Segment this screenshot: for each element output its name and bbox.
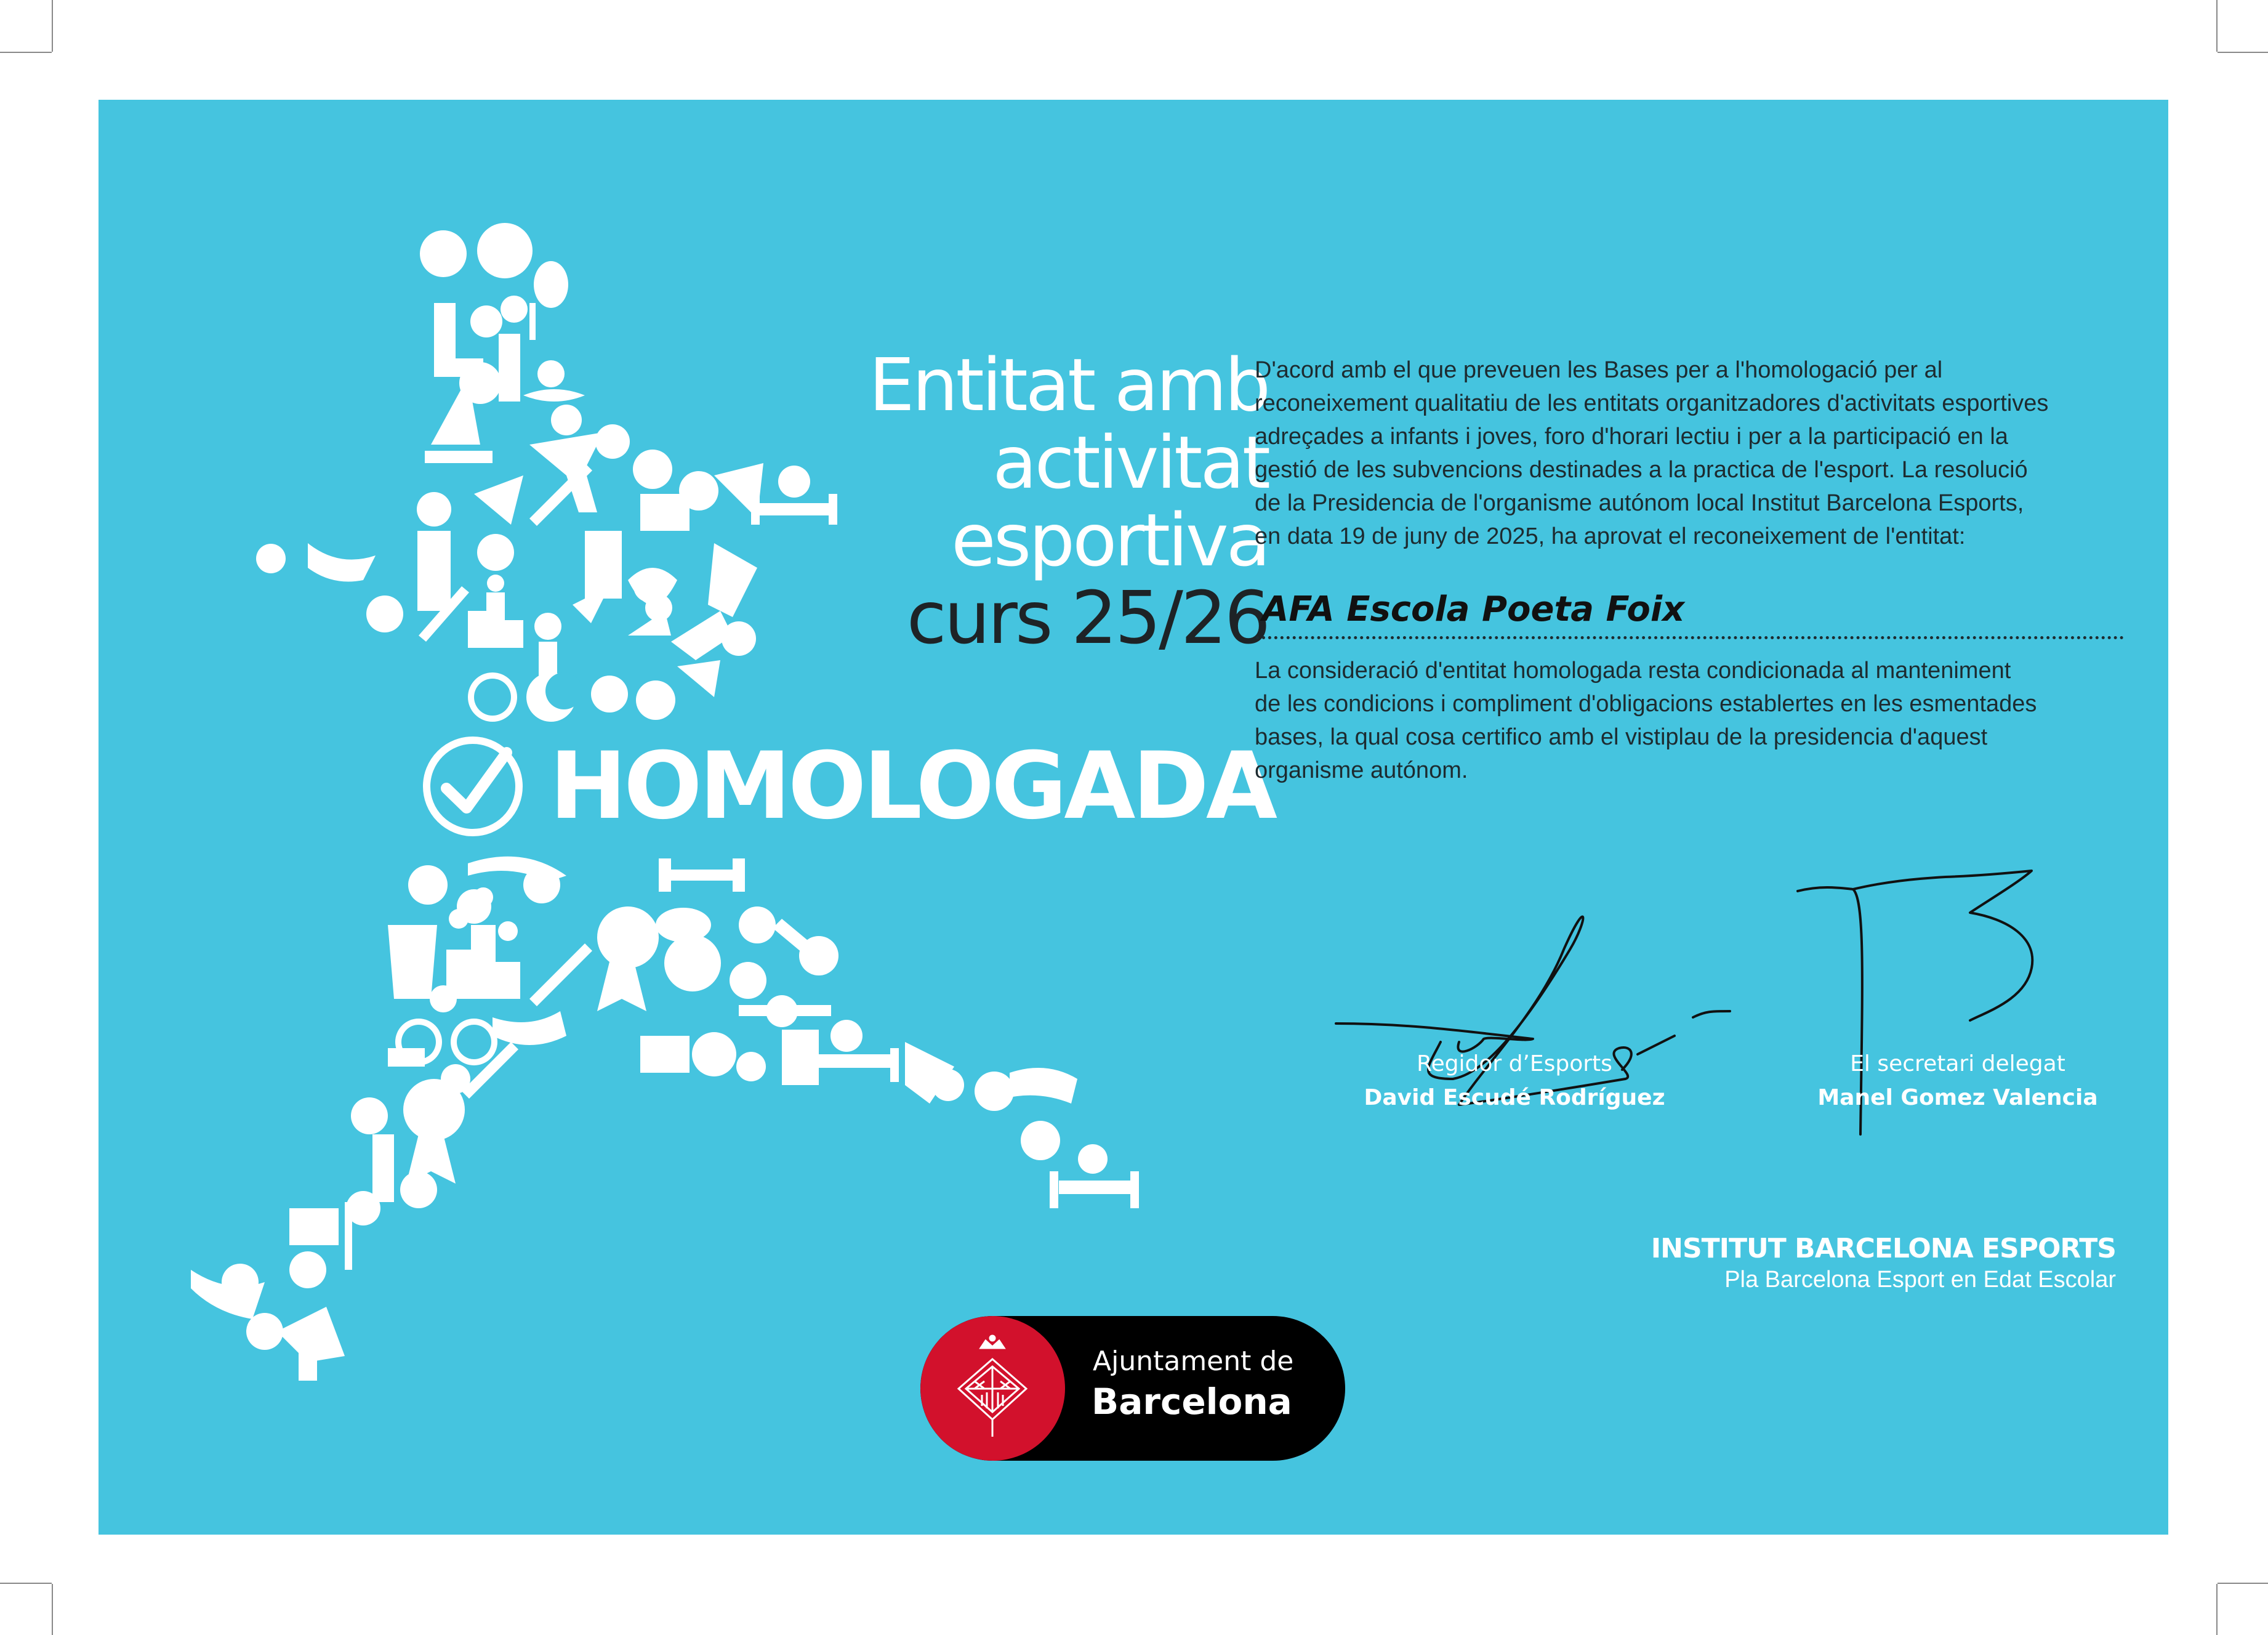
- intro-line: gestió de les subvencions destinades a la practica de l'esport. La resolució: [1255, 457, 2028, 483]
- crop-mark-top-right-h: [2218, 52, 2268, 53]
- city-seal-icon: [920, 1316, 1065, 1461]
- shuttlecock-icon-2: [730, 962, 766, 999]
- intro-line: en data 19 de juny de 2025, ha aprovat el reconeixement de l'entitat:: [1255, 523, 1966, 549]
- logo-line-1: Ajuntament de: [1093, 1346, 1294, 1377]
- signatory-name-2: Manel Gomez Valencia: [1817, 1085, 2098, 1110]
- intro-line: reconeixement qualitatiu de les entitats organitzadores d'activitats esportives: [1255, 390, 2049, 416]
- fencer-icon: [640, 1036, 690, 1073]
- crop-mark-bottom-right-h: [2218, 1583, 2268, 1584]
- crop-mark-bottom-right-v: [2216, 1584, 2218, 1635]
- tennis-racket-icon-2: [289, 1251, 326, 1288]
- medal-icon-6: [736, 1052, 766, 1081]
- weightlifter-icon-3: [1078, 1144, 1108, 1174]
- whistle-icon: [256, 544, 286, 573]
- signature-regidor: [1330, 826, 1736, 1122]
- logo-line-2: Barcelona: [1092, 1381, 1292, 1423]
- crop-mark-bottom-left-v: [52, 1584, 53, 1635]
- intro-line: D'acord amb el que preveuen les Bases per a l'homologació per al: [1255, 357, 1943, 383]
- soccer-ball-icon-4: [351, 1097, 388, 1134]
- title-line-3: esportiva: [951, 498, 1268, 583]
- signatory-name-1: David Escudé Rodríguez: [1364, 1085, 1665, 1110]
- baseball-icon-2: [636, 680, 675, 720]
- crop-mark-bottom-left-h: [0, 1583, 52, 1584]
- intro-paragraph: [1255, 353, 2110, 553]
- crop-mark-top-left-v: [52, 0, 53, 52]
- intro-line: adreçades a infants i joves, foro d'horari lectiu i per a la participació en la: [1255, 424, 2008, 450]
- ribbon-medal-icon: [597, 906, 659, 968]
- trophy-icon-3: [677, 660, 720, 697]
- condition-line: organisme autónom.: [1255, 757, 1468, 783]
- medal-icon-5: [739, 906, 776, 943]
- trophy-icon-5: [372, 1134, 394, 1202]
- signatory-role-1: Regidor d’Esports: [1417, 1051, 1612, 1076]
- crop-mark-top-right-v: [2216, 0, 2218, 52]
- checkmark-circle-icon: [420, 734, 525, 839]
- cyclist-icon: [430, 985, 457, 1012]
- tennis-racket-icon: [534, 261, 568, 308]
- medal-icon-7: [932, 1069, 964, 1101]
- certificate-title: [345, 342, 1268, 660]
- soccer-ball-icon-6: [400, 1171, 437, 1208]
- checkered-flag-icon-2: [289, 1208, 339, 1245]
- apple-icon-2: [408, 865, 448, 905]
- medal-icon: [420, 230, 467, 277]
- title-line-course: curs 25/26: [906, 575, 1268, 660]
- condition-paragraph: [1255, 654, 2110, 787]
- skate-icon: [388, 1048, 425, 1067]
- intro-line: de la Presidencia de l'organisme autónom local Institut Barcelona Esports,: [1255, 490, 2024, 516]
- jersey-icon-2: [388, 925, 437, 999]
- institution-name: INSTITUT BARCELONA ESPORTS: [1651, 1233, 2116, 1264]
- condition-line: de les condicions i compliment d'obligacions establertes en les esmentades: [1255, 691, 2037, 717]
- baseball-icon-3: [692, 1032, 736, 1076]
- soccer-ball-icon: [470, 305, 502, 337]
- weightlifter-icon-2: [830, 1020, 863, 1052]
- entity-name: AFA Escola Poeta Foix: [1256, 579, 2124, 639]
- soccer-ball-icon-3: [523, 866, 560, 903]
- volleyball-icon: [1021, 1121, 1060, 1160]
- condition-line: La consideració d'entitat homologada resta condicionada al manteniment: [1255, 658, 2011, 684]
- medal-icon-4: [591, 676, 628, 713]
- status-word: HOMOLOGADA: [549, 733, 1274, 840]
- ajuntament-barcelona-logo: [920, 1316, 1345, 1461]
- ribbon-medal-icon-2: [403, 1079, 465, 1140]
- swimmer-icon-3: [493, 1011, 566, 1045]
- apple-icon-3: [975, 1072, 1014, 1111]
- swimmer-icon-4: [1010, 1068, 1077, 1104]
- billiard-ball-icon: [664, 935, 721, 991]
- homologada-status: [326, 725, 1274, 848]
- certificate-card: [99, 100, 2168, 1535]
- dumbbell-icon: [665, 870, 739, 881]
- signatory-role-2: El secretari delegat: [1850, 1051, 2065, 1076]
- title-line-1: Entitat amb: [869, 342, 1268, 427]
- signature-secretari: [1785, 863, 2056, 1159]
- baseball-bat-icon-2: [529, 943, 592, 1006]
- institution-program: Pla Barcelona Esport en Edat Escolar: [1724, 1267, 2116, 1293]
- title-line-2: activitat: [992, 420, 1268, 505]
- flag-pole-icon: [345, 1202, 352, 1270]
- condition-line: bases, la qual cosa certifico amb el vistiplau de la presidencia d'aquest: [1255, 724, 1988, 750]
- crop-mark-top-left-h: [0, 52, 52, 53]
- tennis-ball-icon: [477, 223, 533, 278]
